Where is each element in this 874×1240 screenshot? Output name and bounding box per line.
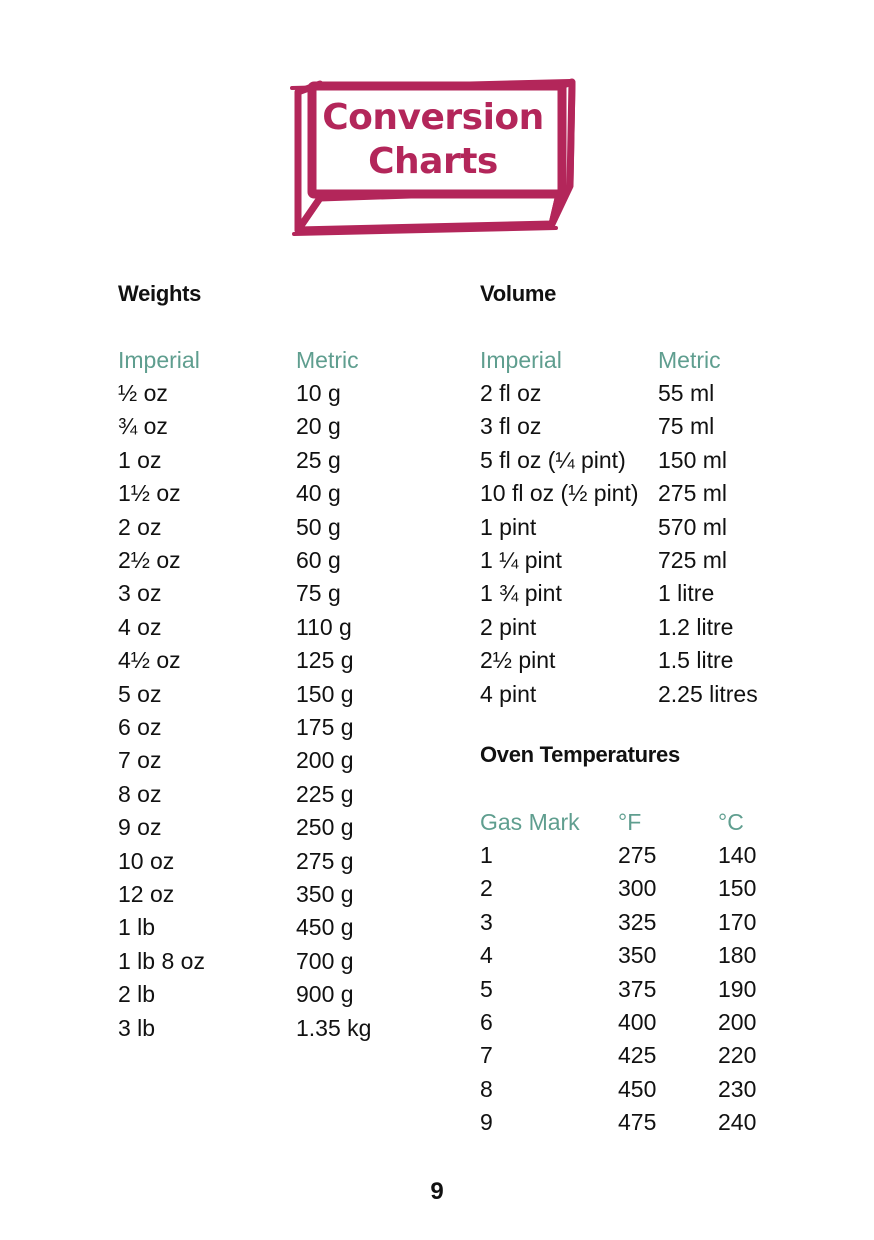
weights-metric-cell: 175 g: [296, 714, 354, 740]
volume-metric-cell: 150 ml: [658, 446, 728, 473]
volume-imperial-cell: 10 fl oz (½ pint): [480, 480, 639, 507]
weights-row: [0, 711, 874, 744]
weights-imperial-cell: 7 oz: [118, 747, 162, 774]
volume-row: [0, 377, 874, 410]
oven-c-cell: 190: [718, 975, 757, 1002]
volume-metric-cell: 75 ml: [658, 413, 715, 440]
oven-row: [0, 1039, 874, 1072]
oven-gas-cell: 9: [480, 1109, 493, 1136]
weights-metric-cell: 40 g: [296, 480, 341, 507]
weights-imperial-cell: 4 oz: [118, 613, 162, 640]
oven-c-cell: 170: [718, 908, 757, 935]
weights-imperial-header: Imperial: [118, 347, 200, 373]
weights-row: [0, 778, 874, 811]
title-line-2: Charts: [368, 141, 498, 182]
oven-f-cell: 450: [618, 1075, 657, 1102]
weights-imperial-cell: 1 lb: [118, 914, 156, 941]
oven-c-cell: 140: [718, 842, 757, 868]
oven-heading: Oven Temperatures: [480, 742, 680, 767]
volume-metric-cell: 2.25 litres: [658, 680, 758, 707]
volume-metric-cell: 275 ml: [658, 480, 728, 507]
oven-gas-cell: 4: [480, 942, 493, 969]
oven-f-cell: 300: [618, 875, 657, 902]
weights-metric-cell: 110 g: [296, 613, 352, 640]
volume-metric-cell: 1.2 litre: [658, 613, 734, 640]
weights-metric-cell: 250 g: [296, 814, 354, 841]
weights-metric-cell: 50 g: [296, 513, 341, 540]
volume-heading: Volume: [480, 281, 557, 306]
volume-row: [0, 577, 874, 610]
oven-gas-cell: 8: [480, 1075, 493, 1102]
volume-metric-cell: 725 ml: [658, 547, 728, 573]
title-line-1: Conversion: [322, 97, 544, 138]
weights-metric-cell: 125 g: [296, 647, 354, 674]
weights-heading: Weights: [118, 281, 202, 306]
volume-imperial-cell: 2 fl oz: [480, 380, 542, 406]
volume-imperial-cell: 2½ pint: [480, 647, 556, 674]
weights-metric-cell: 900 g: [296, 981, 354, 1008]
volume-metric-cell: 570 ml: [658, 513, 728, 540]
oven-f-cell: 275: [618, 842, 657, 868]
oven-f-cell: 350: [618, 942, 657, 969]
oven-row: [0, 973, 874, 1006]
weights-metric-cell: 25 g: [296, 446, 341, 473]
volume-row: [0, 544, 874, 577]
oven-f-cell: 475: [618, 1109, 657, 1136]
weights-metric-cell: 700 g: [296, 947, 354, 974]
weights-imperial-cell: 8 oz: [118, 780, 162, 807]
oven-f-cell: 375: [618, 975, 657, 1002]
weights-metric-cell: 75 g: [296, 580, 341, 607]
oven-c-cell: 150: [718, 875, 757, 902]
oven-c-cell: 230: [718, 1075, 757, 1102]
volume-row: [0, 511, 874, 544]
volume-imperial-cell: 5 fl oz (¼ pint): [480, 446, 626, 473]
volume-row: [0, 644, 874, 677]
weights-metric-cell: 200 g: [296, 747, 354, 774]
oven-c-header: °C: [718, 809, 744, 835]
volume-imperial-header: Imperial: [480, 347, 562, 373]
weights-imperial-cell: 6 oz: [118, 714, 162, 740]
weights-imperial-cell: ½ oz: [118, 380, 168, 406]
weights-imperial-cell: 10 oz: [118, 847, 175, 874]
volume-metric-cell: 55 ml: [658, 380, 715, 406]
volume-metric-cell: 1.5 litre: [658, 647, 734, 674]
oven-f-cell: 400: [618, 1009, 657, 1035]
oven-gas-header: Gas Mark: [480, 809, 580, 835]
title-banner: [290, 78, 576, 238]
volume-metric-header: Metric: [658, 347, 721, 373]
weights-imperial-cell: 3 lb: [118, 1014, 156, 1041]
volume-imperial-cell: 2 pint: [480, 613, 537, 640]
oven-f-cell: 425: [618, 1042, 657, 1069]
oven-f-header: °F: [618, 809, 642, 835]
volume-imperial-cell: 1 pint: [480, 513, 537, 540]
oven-gas-cell: 5: [480, 975, 493, 1002]
volume-row: [0, 678, 874, 711]
oven-gas-cell: 2: [480, 875, 493, 902]
oven-gas-cell: 7: [480, 1042, 493, 1069]
oven-gas-cell: 1: [480, 842, 493, 868]
oven-c-cell: 220: [718, 1042, 757, 1069]
volume-imperial-cell: 1 ¼ pint: [480, 547, 562, 573]
volume-row: [0, 611, 874, 644]
oven-c-cell: 240: [718, 1109, 757, 1136]
volume-metric-cell: 1 litre: [658, 580, 715, 607]
weights-metric-cell: 150 g: [296, 680, 354, 707]
oven-c-cell: 180: [718, 942, 757, 969]
oven-row: [0, 1006, 874, 1039]
weights-imperial-cell: 1 lb 8 oz: [118, 947, 205, 974]
weights-imperial-cell: 3 oz: [118, 580, 162, 607]
oven-row: [0, 906, 874, 939]
weights-imperial-cell: 4½ oz: [118, 647, 181, 674]
weights-metric-header: Metric: [296, 347, 359, 373]
oven-gas-cell: 6: [480, 1009, 493, 1035]
oven-c-cell: 200: [718, 1009, 757, 1035]
weights-imperial-cell: 2 oz: [118, 513, 162, 540]
weights-metric-cell: 225 g: [296, 780, 354, 807]
volume-row: [0, 444, 874, 477]
weights-metric-cell: 350 g: [296, 881, 354, 907]
oven-row: [0, 939, 874, 972]
oven-row: [0, 872, 874, 905]
weights-metric-cell: 60 g: [296, 547, 341, 573]
oven-f-cell: 325: [618, 908, 657, 935]
page-number: 9: [430, 1178, 444, 1205]
weights-metric-cell: 450 g: [296, 914, 354, 941]
volume-imperial-cell: 3 fl oz: [480, 413, 542, 440]
weights-metric-cell: 10 g: [296, 380, 341, 406]
weights-imperial-cell: 5 oz: [118, 680, 162, 707]
weights-metric-cell: 20 g: [296, 413, 341, 440]
oven-row: [0, 1106, 874, 1139]
oven-row: [0, 1073, 874, 1106]
volume-imperial-cell: 4 pint: [480, 680, 537, 707]
volume-row: [0, 410, 874, 443]
oven-gas-cell: 3: [480, 908, 493, 935]
oven-row: [0, 839, 874, 872]
volume-imperial-cell: 1 ¾ pint: [480, 580, 562, 607]
weights-metric-cell: 1.35 kg: [296, 1014, 372, 1041]
weights-row: [0, 744, 874, 777]
volume-row: [0, 477, 874, 510]
weights-imperial-cell: 2½ oz: [118, 547, 181, 573]
weights-imperial-cell: 1½ oz: [118, 480, 181, 507]
weights-metric-cell: 275 g: [296, 847, 354, 874]
weights-imperial-cell: 1 oz: [118, 446, 162, 473]
weights-imperial-cell: 2 lb: [118, 981, 156, 1008]
page-title: [314, 96, 552, 184]
weights-imperial-cell: 9 oz: [118, 814, 162, 841]
weights-imperial-cell: ¾ oz: [118, 413, 168, 440]
weights-imperial-cell: 12 oz: [118, 881, 175, 907]
